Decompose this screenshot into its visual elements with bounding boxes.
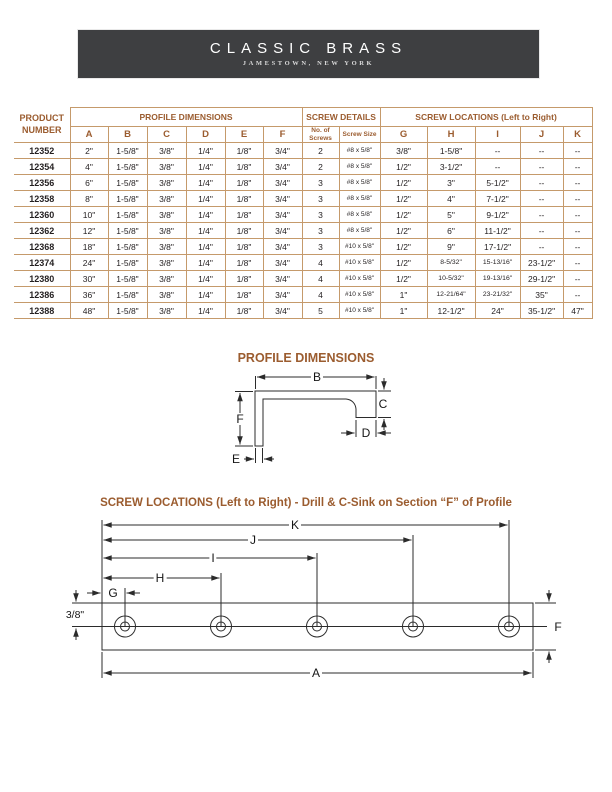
spec-cell: 11-1/2" (475, 223, 520, 239)
spec-cell: -- (563, 159, 592, 175)
spec-cell: -- (563, 175, 592, 191)
spec-cell: 5 (302, 303, 339, 319)
brand-logo (78, 30, 539, 78)
spec-cell: 3/8" (147, 271, 186, 287)
screw-dim-label-k: K (290, 518, 300, 532)
spec-cell: 3/4" (263, 191, 302, 207)
table-row (14, 175, 592, 191)
profile-dim-label-d: D (361, 426, 371, 440)
spec-cell: 3 (302, 239, 339, 255)
spec-cell: 3/8" (147, 159, 186, 175)
product-number-cell: 12360 (14, 207, 70, 223)
spec-cell: 1/4" (186, 223, 225, 239)
spec-cell: 1/4" (186, 191, 225, 207)
spec-cell: 18" (70, 239, 108, 255)
product-number-cell: 12352 (14, 143, 70, 159)
spec-cell: -- (563, 223, 592, 239)
spec-cell: 23-21/32" (475, 287, 520, 303)
column-header-h: H (427, 127, 475, 143)
spec-cell: 8" (70, 191, 108, 207)
spec-cell: 1/8" (225, 271, 263, 287)
spec-cell: 3/4" (263, 143, 302, 159)
spec-cell: 3/4" (263, 271, 302, 287)
table-row (14, 191, 592, 207)
column-header-b: B (108, 127, 147, 143)
spec-cell: 3/4" (263, 255, 302, 271)
spec-cell: 1/8" (225, 239, 263, 255)
spec-cell: 1/8" (225, 143, 263, 159)
spec-cell: #8 x 5/8" (339, 175, 380, 191)
screw-details-group-header: SCREW DETAILS (302, 108, 380, 127)
screw-diagram-title: SCREW LOCATIONS (Left to Right) - Drill & C-Sink on Section “F” of Profile (100, 497, 512, 509)
dimension-e (244, 448, 274, 463)
spec-cell: 1-5/8" (108, 191, 147, 207)
spec-cell: 24" (70, 255, 108, 271)
spec-cell: 1-5/8" (108, 175, 147, 191)
table-column-header-row (14, 127, 592, 143)
spec-cell: 3/4" (263, 207, 302, 223)
spec-cell: 1-5/8" (108, 143, 147, 159)
spec-cell: -- (563, 239, 592, 255)
spec-cell: 3/4" (263, 287, 302, 303)
spec-cell: 1-5/8" (108, 287, 147, 303)
spec-cell: -- (520, 239, 563, 255)
column-header-j: J (520, 127, 563, 143)
product-number-cell: 12380 (14, 271, 70, 287)
spec-cell: 30" (70, 271, 108, 287)
spec-cell: 12-1/2" (427, 303, 475, 319)
spec-cell: 4 (302, 287, 339, 303)
spec-cell: 1-5/8" (108, 223, 147, 239)
product-number-cell: 12356 (14, 175, 70, 191)
table-row (14, 255, 592, 271)
spec-cell: #8 x 5/8" (339, 143, 380, 159)
spec-cell: 3/8" (147, 239, 186, 255)
spec-cell: 1-5/8" (108, 303, 147, 319)
table-row (14, 287, 592, 303)
spec-cell: -- (475, 143, 520, 159)
brand-name: CLASSIC BRASS (209, 40, 408, 57)
spec-cell: 17-1/2" (475, 239, 520, 255)
spec-cell: -- (520, 175, 563, 191)
spec-cell: -- (520, 191, 563, 207)
spec-cell: 6" (427, 223, 475, 239)
spec-cell: -- (563, 191, 592, 207)
table-row (14, 271, 592, 287)
brand-location: JAMESTOWN, NEW YORK (242, 60, 375, 67)
profile-dim-label-c: C (378, 397, 388, 411)
spec-table-body (14, 143, 592, 319)
spec-cell: 1/2" (380, 175, 427, 191)
spec-cell: 3/8" (147, 207, 186, 223)
spec-cell: 3/8" (147, 287, 186, 303)
table-row (14, 143, 592, 159)
spec-cell: 1-5/8" (108, 239, 147, 255)
product-number-header: PRODUCT NUMBER (14, 108, 70, 143)
spec-cell: 1/4" (186, 255, 225, 271)
profile-outline (255, 391, 376, 446)
product-number-cell: 12358 (14, 191, 70, 207)
product-number-cell: 12374 (14, 255, 70, 271)
spec-cell: 4 (302, 271, 339, 287)
spec-cell: 1/4" (186, 271, 225, 287)
screw-dim-label-a: A (311, 666, 321, 680)
spec-cell: 3/8" (147, 223, 186, 239)
spec-cell: 8-5/32" (427, 255, 475, 271)
table-row (14, 207, 592, 223)
spec-cell: 5-1/2" (475, 175, 520, 191)
spec-cell: 24" (475, 303, 520, 319)
spec-cell: 6" (70, 175, 108, 191)
spec-cell: 1/4" (186, 143, 225, 159)
spec-cell: -- (475, 159, 520, 175)
spec-cell: #10 x 5/8" (339, 239, 380, 255)
spec-cell: 1/8" (225, 159, 263, 175)
spec-cell: 1-5/8" (108, 271, 147, 287)
spec-cell: 3/4" (263, 175, 302, 191)
column-header-i: I (475, 127, 520, 143)
table-group-header-row (14, 108, 592, 127)
spec-cell: -- (563, 271, 592, 287)
spec-cell: 9" (427, 239, 475, 255)
spec-cell: 1/4" (186, 207, 225, 223)
spec-cell: #10 x 5/8" (339, 303, 380, 319)
spec-cell: 1/8" (225, 255, 263, 271)
profile-dimensions-group-header: PROFILE DIMENSIONS (70, 108, 302, 127)
spec-cell: 35-1/2" (520, 303, 563, 319)
spec-cell: 1/2" (380, 223, 427, 239)
profile-dim-label-b: B (312, 370, 322, 384)
spec-cell: 3/4" (263, 239, 302, 255)
product-number-cell: 12388 (14, 303, 70, 319)
column-header-screw-size: Screw Size (339, 127, 380, 143)
spec-cell: 3/8" (147, 255, 186, 271)
spec-cell: 3/8" (147, 175, 186, 191)
spec-cell: 1/8" (225, 175, 263, 191)
spec-cell: -- (520, 143, 563, 159)
spec-cell: #10 x 5/8" (339, 271, 380, 287)
spec-cell: 35" (520, 287, 563, 303)
profile-diagram (170, 368, 410, 480)
product-number-cell: 12386 (14, 287, 70, 303)
spec-cell: 3/8" (380, 143, 427, 159)
table-row (14, 239, 592, 255)
spec-cell: 48" (70, 303, 108, 319)
spec-cell: 3/4" (263, 159, 302, 175)
spec-cell: 1-5/8" (108, 207, 147, 223)
spec-cell: 3/8" (147, 191, 186, 207)
column-header-c: C (147, 127, 186, 143)
spec-cell: 1/8" (225, 207, 263, 223)
profile-diagram-title: PROFILE DIMENSIONS (237, 351, 375, 365)
spec-cell: 3 (302, 223, 339, 239)
spec-cell: -- (563, 287, 592, 303)
spec-cell: 12-21/64" (427, 287, 475, 303)
spec-cell: #10 x 5/8" (339, 287, 380, 303)
spec-cell: 19-13/16" (475, 271, 520, 287)
spec-cell: 1/4" (186, 175, 225, 191)
spec-table (14, 107, 593, 319)
spec-cell: 7-1/2" (475, 191, 520, 207)
spec-cell: 29-1/2" (520, 271, 563, 287)
spec-cell: 1" (380, 287, 427, 303)
profile-diagram-svg (170, 368, 410, 480)
spec-cell: -- (563, 143, 592, 159)
column-header-k: K (563, 127, 592, 143)
spec-cell: -- (520, 207, 563, 223)
spec-cell: #8 x 5/8" (339, 191, 380, 207)
column-header-g: G (380, 127, 427, 143)
spec-cell: 3/8" (147, 143, 186, 159)
spec-cell: 3/8" (147, 303, 186, 319)
spec-cell: 1/2" (380, 191, 427, 207)
column-header-e: E (225, 127, 263, 143)
spec-cell: 4" (70, 159, 108, 175)
spec-cell: 1/8" (225, 303, 263, 319)
product-number-cell: 12362 (14, 223, 70, 239)
table-row (14, 223, 592, 239)
spec-cell: 1/4" (186, 303, 225, 319)
spec-cell: 3/4" (263, 303, 302, 319)
spec-cell: 1/8" (225, 287, 263, 303)
spec-cell: 10" (70, 207, 108, 223)
spec-cell: 1-5/8" (427, 143, 475, 159)
spec-cell: 5" (427, 207, 475, 223)
spec-cell: 1/2" (380, 239, 427, 255)
spec-cell: 36" (70, 287, 108, 303)
table-row (14, 303, 592, 319)
screw-dim-label-g: G (108, 586, 118, 600)
spec-cell: 9-1/2" (475, 207, 520, 223)
column-header-f: F (263, 127, 302, 143)
screw-dim-label-f: F (554, 620, 562, 634)
spec-cell: 1-5/8" (108, 159, 147, 175)
profile-dim-label-e: E (231, 452, 241, 466)
screw-dim-label-j: J (250, 533, 256, 547)
spec-cell: -- (520, 159, 563, 175)
spec-cell: #8 x 5/8" (339, 159, 380, 175)
spec-cell: 1/2" (380, 159, 427, 175)
column-header-a: A (70, 127, 108, 143)
screw-diagram-svg (60, 515, 575, 690)
spec-cell: 3 (302, 191, 339, 207)
spec-cell: #10 x 5/8" (339, 255, 380, 271)
spec-cell: 12" (70, 223, 108, 239)
screw-dim-label-i: I (211, 551, 215, 565)
spec-cell: -- (563, 207, 592, 223)
spec-cell: #8 x 5/8" (339, 207, 380, 223)
spec-cell: 1-5/8" (108, 255, 147, 271)
spec-cell: 2 (302, 159, 339, 175)
spec-cell: 1/8" (225, 191, 263, 207)
table-row (14, 159, 592, 175)
spec-cell: -- (520, 223, 563, 239)
spec-cell: 10-5/32" (427, 271, 475, 287)
spec-cell: 15-13/16" (475, 255, 520, 271)
spec-cell: 1" (380, 303, 427, 319)
spec-cell: 47" (563, 303, 592, 319)
spec-cell: 3 (302, 207, 339, 223)
screw-dim-label-h: H (155, 571, 165, 585)
spec-cell: 3/4" (263, 223, 302, 239)
spec-cell: 3-1/2" (427, 159, 475, 175)
profile-dim-label-f: F (236, 412, 244, 426)
screw-dim-label-offset: 3/8" (65, 608, 85, 621)
spec-cell: 4 (302, 255, 339, 271)
column-header-d: D (186, 127, 225, 143)
spec-cell: #8 x 5/8" (339, 223, 380, 239)
spec-cell: 2" (70, 143, 108, 159)
screw-locations-diagram (60, 515, 575, 690)
spec-cell: 23-1/2" (520, 255, 563, 271)
spec-cell: 4" (427, 191, 475, 207)
spec-cell: -- (563, 255, 592, 271)
column-header-no-of-screws: No. of Screws (302, 127, 339, 143)
spec-cell: 1/2" (380, 207, 427, 223)
spec-cell: 1/2" (380, 255, 427, 271)
spec-cell: 1/4" (186, 239, 225, 255)
spec-cell: 1/4" (186, 159, 225, 175)
product-number-cell: 12368 (14, 239, 70, 255)
product-number-cell: 12354 (14, 159, 70, 175)
spec-cell: 1/4" (186, 287, 225, 303)
spec-cell: 3 (302, 175, 339, 191)
screw-locations-group-header: SCREW LOCATIONS (Left to Right) (380, 108, 592, 127)
spec-cell: 3" (427, 175, 475, 191)
spec-cell: 1/8" (225, 223, 263, 239)
spec-cell: 2 (302, 143, 339, 159)
spec-cell: 1/2" (380, 271, 427, 287)
